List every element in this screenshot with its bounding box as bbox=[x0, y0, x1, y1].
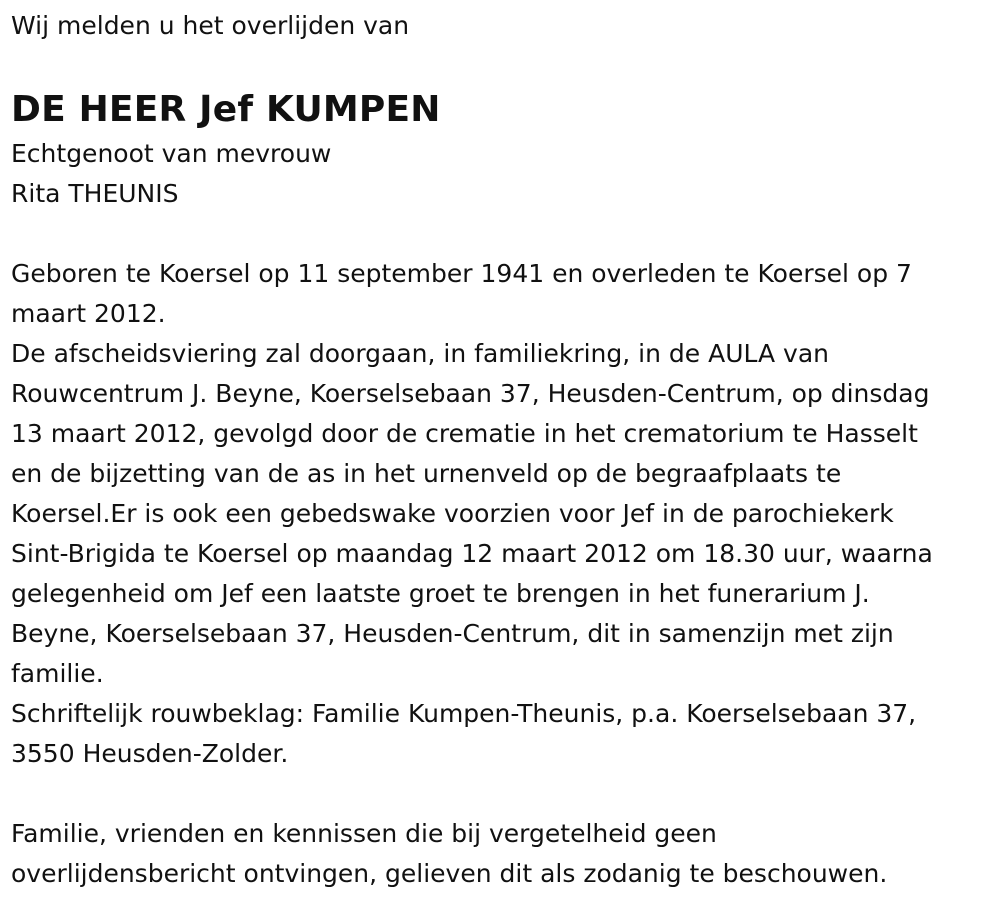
body-line: De afscheidsviering zal doorgaan, in familiekring, in de AULA van bbox=[11, 339, 830, 368]
spouse-line-1: Echtgenoot van mevrouw bbox=[11, 139, 332, 168]
body-line: Rouwcentrum J. Beyne, Koerselsebaan 37, Heusden-Centrum, op dinsdag bbox=[11, 379, 930, 408]
body-line: familie. bbox=[11, 659, 104, 688]
body-line: gelegenheid om Jef een laatste groet te brengen in het funerarium J. bbox=[11, 579, 870, 608]
body-line: en de bijzetting van de as in het urnenveld op de begraafplaats te bbox=[11, 459, 842, 488]
body-line: 13 maart 2012, gevolgd door de crematie in het crematorium te Hasselt bbox=[11, 419, 918, 448]
spacer bbox=[11, 774, 980, 814]
body-line: Beyne, Koerselsebaan 37, Heusden-Centrum, dit in samenzijn met zijn bbox=[11, 619, 894, 648]
intro-text: Wij melden u het overlijden van bbox=[11, 11, 410, 40]
closing-line: overlijdensbericht ontvingen, gelieven dit als zodanig te beschouwen. bbox=[11, 859, 888, 888]
body-line: Sint-Brigida te Koersel op maandag 12 maart 2012 om 18.30 uur, waarna bbox=[11, 539, 933, 568]
body-line: Geboren te Koersel op 11 september 1941 en overleden te Koersel op 7 bbox=[11, 259, 912, 288]
notice-body bbox=[11, 254, 980, 774]
closing-line: Familie, vrienden en kennissen die bij vergetelheid geen bbox=[11, 819, 717, 848]
closing-text bbox=[11, 814, 980, 894]
body-line: Koersel.Er is ook een gebedswake voorzien voor Jef in de parochiekerk bbox=[11, 499, 894, 528]
spacer bbox=[11, 214, 980, 254]
body-line: 3550 Heusden-Zolder. bbox=[11, 739, 289, 768]
deceased-name: DE HEER Jef KUMPEN bbox=[11, 89, 441, 130]
body-line: Schriftelijk rouwbeklag: Familie Kumpen-Theunis, p.a. Koerselsebaan 37, bbox=[11, 699, 917, 728]
body-line: maart 2012. bbox=[11, 299, 166, 328]
spouse-line-2: Rita THEUNIS bbox=[11, 179, 179, 208]
